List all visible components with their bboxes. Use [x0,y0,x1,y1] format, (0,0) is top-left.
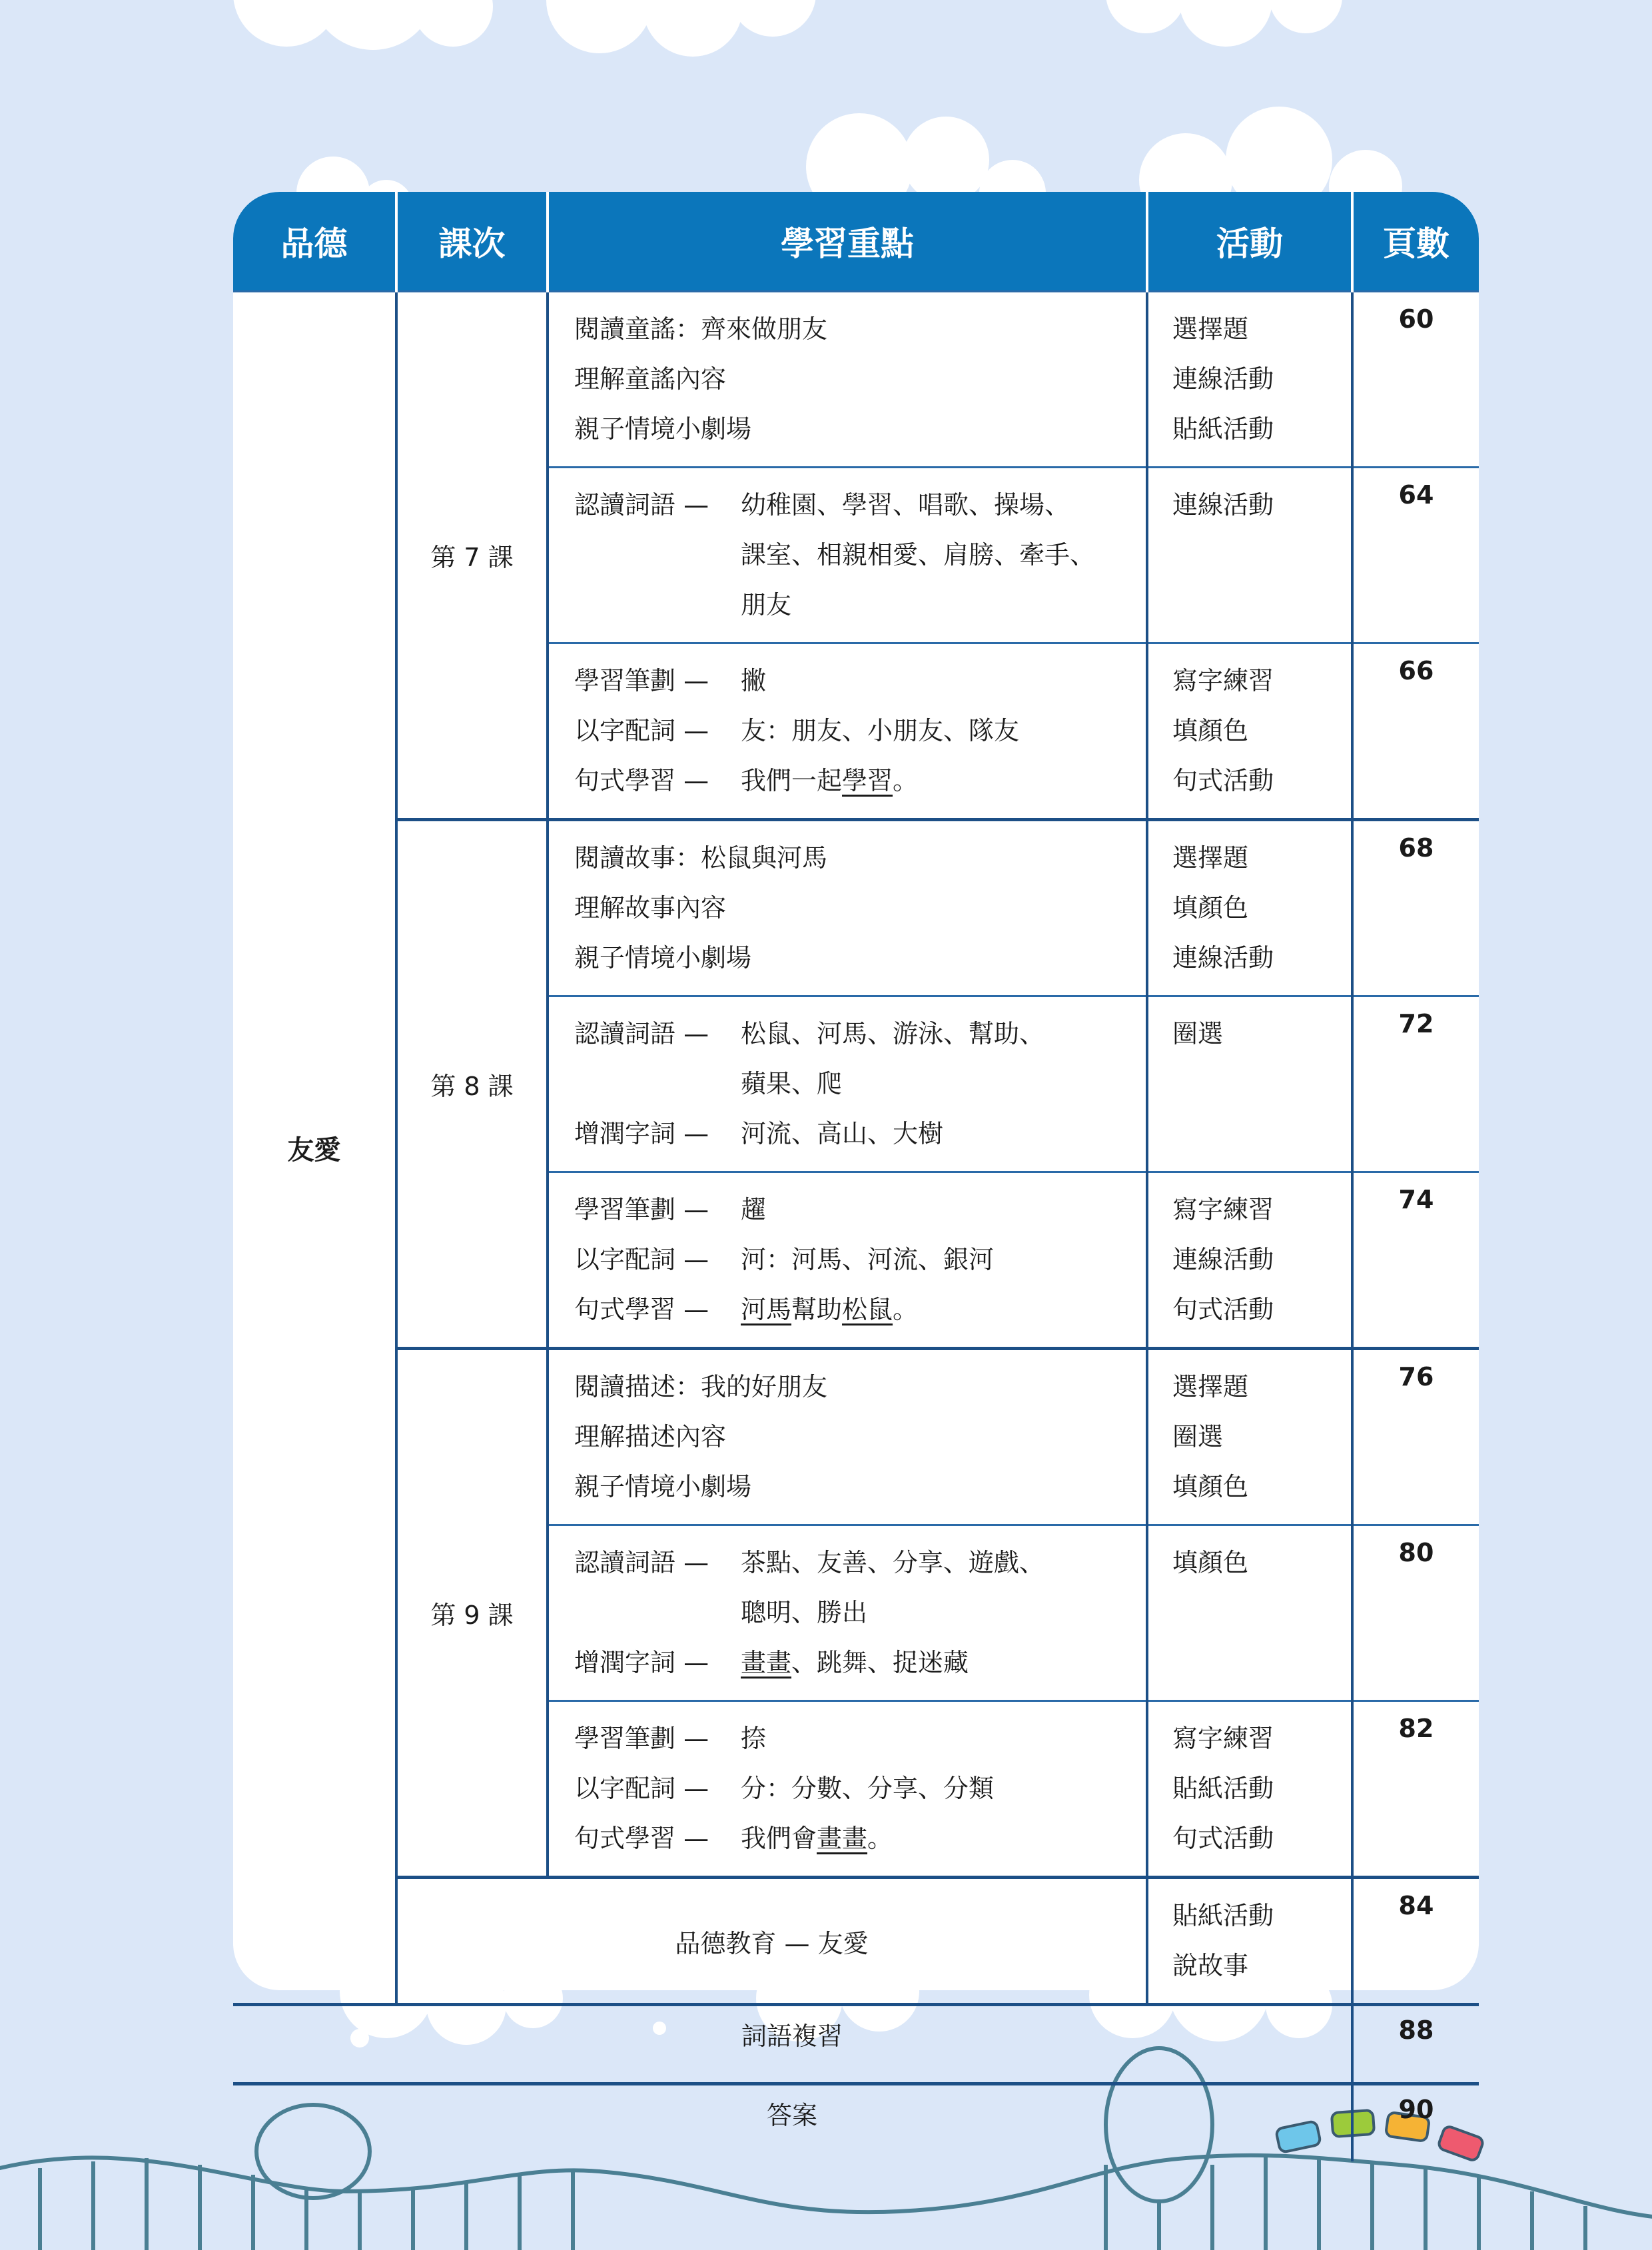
page-number: 88 [1352,2005,1479,2084]
table-row [233,1349,1479,1525]
activity-item: 句式活動 [1172,766,1274,795]
activity-item: 貼紙活動 [1172,1901,1274,1930]
activity-item: 貼紙活動 [1172,1774,1274,1803]
focus-keyword: 以字配詞 — [574,716,709,745]
focus-keyword: 學習筆劃 — [574,666,709,695]
lesson-label: 第 8 課 [396,820,548,1349]
focus-value: 茶點、友善、分享、遊戲、 [741,1548,1045,1577]
focus-line: 理解童謠內容 [574,364,727,394]
activity-item: 填顏色 [1172,716,1249,745]
focus-underlined: 畫畫 [741,1648,792,1677]
learning-focus-cell [548,643,1147,820]
activity-item: 句式活動 [1172,1824,1274,1853]
header-page: 頁數 [1352,192,1479,292]
page-number: 60 [1352,292,1479,468]
page-number: 74 [1352,1172,1479,1349]
focus-line: 閱讀描述：我的好朋友 [574,1372,828,1401]
page-number: 82 [1352,1701,1479,1878]
activity-item: 填顏色 [1172,893,1249,923]
activity-item: 選擇題 [1172,1372,1249,1401]
focus-keyword: 認讀詞語 — [574,490,709,520]
learning-focus-cell [548,1172,1147,1349]
focus-value: 河流、高山、大樹 [741,1119,944,1148]
activity-cell [1147,1525,1352,1701]
page-number: 84 [1352,1878,1479,2005]
activity-item: 圈選 [1172,1422,1224,1451]
focus-line: 理解故事內容 [574,893,727,923]
page-number: 90 [1352,2084,1479,2162]
focus-line [574,1638,1132,1688]
focus-line [574,656,1132,706]
learning-focus-cell [548,996,1147,1172]
page-number: 68 [1352,820,1479,996]
page-number: 76 [1352,1349,1479,1525]
table-row [233,820,1479,996]
focus-value: 捺 [741,1724,767,1753]
focus-line: 蘋果、爬 [741,1069,843,1098]
focus-line: 親子情境小劇場 [574,414,752,444]
activity-item: 寫字練習 [1172,666,1274,695]
activity-item: 圈選 [1172,1019,1224,1048]
focus-value: 我們一起 [741,766,843,795]
focus-keyword: 以字配詞 — [574,1774,709,1803]
word-review-label: 詞語複習 [233,2005,1352,2084]
focus-keyword: 以字配詞 — [574,1245,709,1274]
focus-keyword: 增潤字詞 — [574,1648,709,1677]
activity-item: 連線活動 [1172,364,1274,394]
focus-line [574,1764,1132,1814]
focus-keyword: 學習筆劃 — [574,1195,709,1224]
activity-item: 句式活動 [1172,1295,1274,1324]
focus-value: 、跳舞、捉迷藏 [791,1648,969,1677]
activity-item: 填顏色 [1172,1472,1249,1501]
focus-keyword: 句式學習 — [574,1824,709,1853]
lesson-label: 第 9 課 [396,1349,548,1878]
activity-cell [1147,468,1352,643]
activity-cell [1147,820,1352,996]
learning-focus-cell [548,1701,1147,1878]
focus-underlined: 河馬 [741,1295,792,1324]
activity-cell [1147,1701,1352,1878]
focus-line [574,1185,1132,1235]
focus-line: 朋友 [741,590,792,619]
focus-line [574,756,1132,806]
focus-value: 幫助 [791,1295,843,1324]
page-number: 66 [1352,643,1479,820]
moral-education-label: 品德教育 — 友愛 [396,1878,1147,2005]
focus-value: 我們會 [741,1824,817,1853]
focus-keyword: 句式學習 — [574,1295,709,1324]
focus-value: 趯 [741,1195,767,1224]
focus-line: 課室、相親相愛、肩膀、牽手、 [741,540,1096,569]
focus-underlined: 松鼠 [842,1295,893,1324]
header-lesson: 課次 [396,192,548,292]
page-number: 72 [1352,996,1479,1172]
focus-line [574,1235,1132,1285]
focus-line: 閱讀故事：松鼠與河馬 [574,843,828,873]
activity-cell [1147,996,1352,1172]
activity-cell [1147,1172,1352,1349]
focus-line [574,1109,1132,1159]
focus-value: 。 [893,766,919,795]
header-row [233,192,1479,292]
focus-line [574,706,1132,756]
activity-item: 選擇題 [1172,314,1249,344]
category-cell: 友愛 [233,292,396,2005]
lesson-label: 第 7 課 [396,292,548,820]
header-activity: 活動 [1147,192,1352,292]
learning-focus-cell [548,468,1147,643]
focus-underlined: 學習 [842,766,893,795]
focus-keyword: 認讀詞語 — [574,1548,709,1577]
activity-item: 連線活動 [1172,490,1274,520]
activity-item: 寫字練習 [1172,1195,1274,1224]
focus-keyword: 學習筆劃 — [574,1724,709,1753]
activity-item: 說故事 [1172,1951,1249,1980]
learning-focus-cell [548,1349,1147,1525]
answers-label: 答案 [233,2084,1352,2162]
focus-value: 幼稚園、學習、唱歌、操場、 [741,490,1070,520]
focus-keyword: 增潤字詞 — [574,1119,709,1148]
activity-cell [1147,292,1352,468]
activity-item: 連線活動 [1172,943,1274,972]
focus-line: 閱讀童謠：齊來做朋友 [574,314,828,344]
focus-line [574,1009,1132,1059]
header-moral: 品德 [233,192,396,292]
focus-underlined: 畫畫 [817,1824,868,1853]
focus-line [574,1285,1132,1335]
activity-cell [1147,1349,1352,1525]
focus-value: 松鼠、河馬、游泳、幫助、 [741,1019,1045,1048]
focus-keyword: 句式學習 — [574,766,709,795]
activity-cell [1147,1878,1352,2005]
page-number: 80 [1352,1525,1479,1701]
header-learning-focus: 學習重點 [548,192,1147,292]
learning-focus-cell [548,1525,1147,1701]
activity-item: 選擇題 [1172,843,1249,873]
focus-line [574,1538,1132,1588]
table-row [233,292,1479,468]
focus-line [574,1814,1132,1864]
focus-keyword: 認讀詞語 — [574,1019,709,1048]
focus-line: 理解描述內容 [574,1422,727,1451]
activity-cell [1147,643,1352,820]
focus-line [574,480,1132,530]
focus-value: 撇 [741,666,767,695]
word-review-row [233,2005,1479,2084]
focus-value: 。 [867,1824,893,1853]
contents-table [233,192,1479,2161]
focus-line [574,1714,1132,1764]
focus-value: 友：朋友、小朋友、隊友 [741,716,1020,745]
focus-value: 分：分數、分享、分類 [741,1774,995,1803]
focus-line: 親子情境小劇場 [574,943,752,972]
learning-focus-cell [548,820,1147,996]
focus-value: 河：河馬、河流、銀河 [741,1245,995,1274]
learning-focus-cell [548,292,1147,468]
activity-item: 連線活動 [1172,1245,1274,1274]
focus-line: 聰明、勝出 [741,1598,868,1627]
focus-line: 親子情境小劇場 [574,1472,752,1501]
activity-item: 寫字練習 [1172,1724,1274,1753]
activity-item: 貼紙活動 [1172,414,1274,444]
answers-row [233,2084,1479,2162]
moral-education-row [233,1878,1479,2005]
focus-value: 。 [893,1295,919,1324]
activity-item: 填顏色 [1172,1548,1249,1577]
page-number: 64 [1352,468,1479,643]
